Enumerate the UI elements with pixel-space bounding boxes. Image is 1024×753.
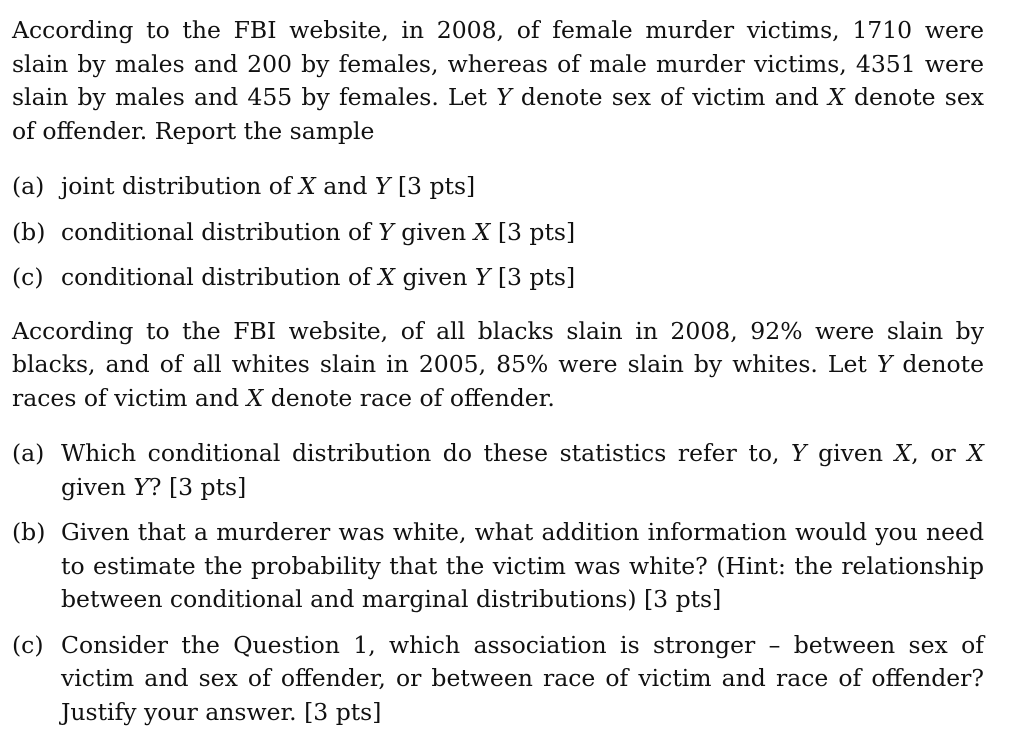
item-marker: (a)	[12, 172, 45, 200]
math-variable: X	[378, 263, 395, 291]
list-item	[12, 170, 984, 204]
item-text: Which conditional distribution do these statistics refer to, Y given X, or X given Y? [3 pts]	[61, 439, 984, 501]
math-variable: Y	[876, 350, 893, 378]
list-item	[12, 629, 984, 730]
problem-document	[12, 14, 984, 741]
list-item	[12, 216, 984, 250]
section1-intro: According to the FBI website, in 2008, of female murder victims, 1710 were slain by males and 200 by females, whereas of male murder victims, 4351 were slain by males and 455 by females. Let Y denote sex of victim and X denote sex of offender. Report the sample	[12, 16, 984, 145]
item-marker: (c)	[12, 263, 44, 291]
list-item	[12, 437, 984, 504]
item-marker: (b)	[12, 518, 46, 546]
spacer	[12, 148, 984, 170]
math-variable: Y	[791, 439, 807, 467]
list-item	[12, 516, 984, 617]
math-variable: X	[828, 83, 845, 111]
math-variable: X	[299, 172, 316, 200]
math-variable: X	[246, 383, 264, 412]
math-variable: Y	[374, 172, 391, 200]
item-text: conditional distribution of Y given X [3 pts]	[61, 217, 576, 246]
item-text: conditional distribution of X given Y [3 pts]	[61, 263, 576, 291]
math-variable: Y	[474, 263, 491, 291]
math-variable: X	[967, 439, 984, 467]
math-variable: Y	[496, 83, 512, 111]
section1-list	[12, 170, 984, 295]
item-text: Given that a murderer was white, what addition information would you need to estimate the probability that the victim was white? (Hint: the relationship between conditional and marginal distributions) [3 pts]	[61, 518, 984, 613]
math-variable: X	[894, 439, 912, 467]
math-variable: Y	[378, 217, 394, 246]
item-marker: (c)	[12, 630, 44, 659]
spacer	[12, 415, 984, 437]
section2-intro: According to the FBI website, of all blacks slain in 2008, 92% were slain by blacks, and of all whites slain in 2005, 85% were slain by whites. Let Y denote races of victim and X denote race of offender.	[12, 316, 984, 412]
section2-list	[12, 437, 984, 729]
spacer	[12, 307, 984, 315]
item-text: Consider the Question 1, which association is stronger – between sex of victim and sex of offender, or between race of victim and race of offender? Justify your answer. [3 pts]	[61, 630, 984, 726]
list-item	[12, 261, 984, 295]
math-variable: Y	[133, 472, 149, 501]
item-marker: (a)	[12, 439, 45, 467]
math-variable: X	[473, 217, 491, 246]
item-marker: (b)	[12, 217, 46, 246]
item-text: joint distribution of X and Y [3 pts]	[61, 172, 476, 200]
